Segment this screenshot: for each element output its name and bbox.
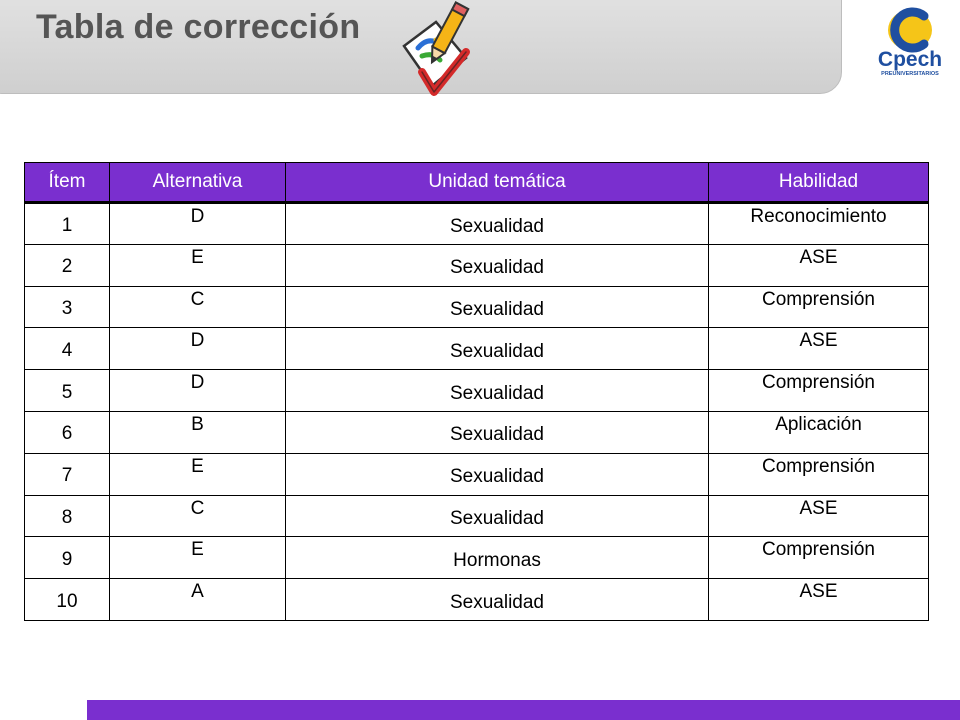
column-header-alternative: Alternativa: [110, 163, 286, 203]
table-row: [25, 537, 929, 579]
table-header-row: [25, 163, 929, 203]
item-number: 6: [25, 411, 110, 453]
thematic-unit-cell: Sexualidad: [286, 286, 709, 328]
alternative-cell: D: [110, 328, 286, 370]
thematic-unit-cell: Sexualidad: [286, 495, 709, 537]
table-row: [25, 495, 929, 537]
skill-cell: Comprensión: [709, 537, 929, 579]
cpech-logo: [868, 4, 952, 80]
pencil-check-icon: [396, 0, 480, 104]
alternative-cell: E: [110, 244, 286, 286]
item-number: 9: [25, 537, 110, 579]
item-number: 3: [25, 286, 110, 328]
table-row: [25, 286, 929, 328]
skill-cell: ASE: [709, 328, 929, 370]
item-number: 5: [25, 370, 110, 412]
alternative-cell: C: [110, 495, 286, 537]
item-number: 7: [25, 453, 110, 495]
alternative-cell: D: [110, 370, 286, 412]
table-row: [25, 244, 929, 286]
skill-cell: Comprensión: [709, 453, 929, 495]
thematic-unit-cell: Sexualidad: [286, 244, 709, 286]
item-number: 2: [25, 244, 110, 286]
correction-table: [24, 162, 929, 621]
alternative-cell: C: [110, 286, 286, 328]
column-header-item: Ítem: [25, 163, 110, 203]
item-number: 8: [25, 495, 110, 537]
alternative-cell: A: [110, 579, 286, 621]
footer-accent-bar: [87, 700, 960, 720]
skill-cell: Comprensión: [709, 286, 929, 328]
thematic-unit-cell: Sexualidad: [286, 328, 709, 370]
table-row: [25, 411, 929, 453]
skill-cell: Aplicación: [709, 411, 929, 453]
alternative-cell: E: [110, 453, 286, 495]
skill-cell: Comprensión: [709, 370, 929, 412]
page-title: Tabla de corrección: [36, 8, 361, 46]
skill-cell: ASE: [709, 495, 929, 537]
alternative-cell: E: [110, 537, 286, 579]
logo-subtext: PREUNIVERSITARIOS: [881, 71, 939, 77]
table-row: [25, 203, 929, 245]
item-number: 1: [25, 203, 110, 245]
table-row: [25, 453, 929, 495]
skill-cell: ASE: [709, 579, 929, 621]
table-row: [25, 328, 929, 370]
alternative-cell: B: [110, 411, 286, 453]
table-row: [25, 579, 929, 621]
logo-text: Cpech: [877, 48, 943, 71]
table-row: [25, 370, 929, 412]
thematic-unit-cell: Sexualidad: [286, 203, 709, 245]
alternative-cell: D: [110, 203, 286, 245]
item-number: 10: [25, 579, 110, 621]
thematic-unit-cell: Sexualidad: [286, 453, 709, 495]
thematic-unit-cell: Hormonas: [286, 537, 709, 579]
column-header-skill: Habilidad: [709, 163, 929, 203]
thematic-unit-cell: Sexualidad: [286, 370, 709, 412]
skill-cell: Reconocimiento: [709, 203, 929, 245]
skill-cell: ASE: [709, 244, 929, 286]
item-number: 4: [25, 328, 110, 370]
thematic-unit-cell: Sexualidad: [286, 411, 709, 453]
column-header-thematic-unit: Unidad temática: [286, 163, 709, 203]
thematic-unit-cell: Sexualidad: [286, 579, 709, 621]
